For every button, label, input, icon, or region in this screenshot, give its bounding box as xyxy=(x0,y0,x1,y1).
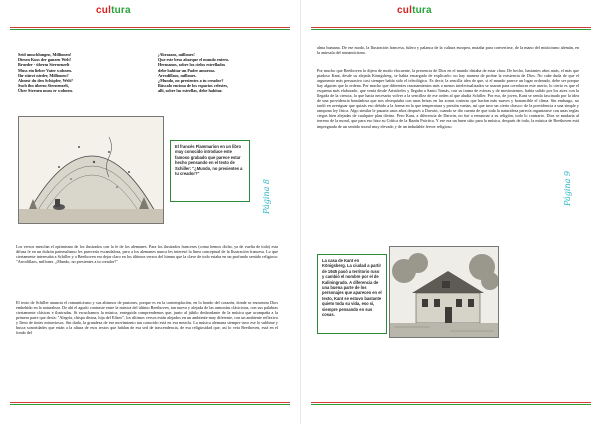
brand-part2: tura xyxy=(412,5,432,16)
poem-line: Que este beso abarque el mundo entero. xyxy=(158,57,230,63)
flammarion-engraving-image xyxy=(18,116,164,224)
poem-line: ¡Abrazaos, millones! xyxy=(158,52,195,57)
poem-line: ¿Mundo, no presientes a tu creador? xyxy=(158,78,224,84)
poem-line: debe habitar un Padre amoroso. xyxy=(158,67,216,73)
right-paragraph-2: Por mucho que Beethoven lo dijera de modo elocuente, la presencia de Dios en el mundo distaba de estar clara. De hecho, bastantes años atrás, el más que piadoso Kant, desde su alejada Königsberg, se había encargado de explicarlo: no hay manera de probar la existencia de Dios. No cabe duda de que el argumento más persuasivo casi siempre había sido el teleológico. Es decir, la sencilla idea de que, si el mundo parece un lugar ordenado, debe ser porque hay alguien que lo ordena. Por mucho que diferentes razonamientos más o menos intelectualizados se usaran para corroborar este aserto, lo cierto es que el esquema más elaborado, que venía desde Aristóteles y llegaba a Santo Tomás, con su trama de esferas y de movimientos, había salido por los aires con la llegada de la ciencia, lo que hacía necesario volver a la sencillez de ese orden al que aludía Schiller. Por eso, de joven, Kant se sentía fascinado por la idea de una providencia bondadosa que nos obsequiaba con unas brisas en las zonas costeras que hacían más suaves y bonancible el clima. Sin embargo, no tardó en averiguar que quizás eso debido a la forma en la que temperatura y presión varían, así que tuvo un cierto chasco: de la providencia a una simple y rampona ley física. Algo similar le pasaría unos años después a Darwin, cuando se dio cuenta de que toda la naturaleza parecía organizarse con unas reglas ciegas bien alejadas de cualquier plan divino. Pero Kant, a diferencia de Darwin, no fue a renunciar a su religión, todo lo contrario. Dios se mudaría al terreno de la moral, que para eso hizo su Crítica de la Razón Práctica. Y ese era un buen sitio para la música, después de todo, la música de Beethoven está impregnada de un sentido moral muy elevado y de un indudable fervor religioso. xyxy=(317,68,579,129)
footer-rule-green xyxy=(311,404,591,405)
poem-line: Búscalo encima de los espacios celestes, xyxy=(158,83,229,89)
brand-logo xyxy=(397,5,432,16)
poem-line: Über Sternen muss er wohnen. xyxy=(18,88,73,94)
right-paragraph-1: alma humana. De ese modo, la Ilustración francesa, fulero y palanca de la cultura europea, mutaba para convertirse, de la mano del misticismo alemán, en la antesala del romanticismo. xyxy=(317,45,579,56)
poem-line: Ahnest du den Schöpfer, Welt? xyxy=(18,78,74,84)
poem-line: Brueder - überm Sternenzelt xyxy=(18,62,70,68)
poem-line: Hermanos, sobre los cielos estrellados xyxy=(158,62,226,68)
kant-house-caption: La casa de Kant en Königsberg. La ciudad a partir de 1945 pasó a territorio ruso y cambió el nombre por el de Kaliningrado. A diferencia de una buena parte de los personajes que aparecen en el texto, Kant se estuvo bastante quieto toda su vida, eso sí, siempre pensando en sus cosas. xyxy=(317,254,387,334)
footer-rule-green xyxy=(10,404,290,405)
page-number-right: Página 9 xyxy=(563,170,572,206)
kant-house-image xyxy=(389,246,499,338)
header-rule-green xyxy=(10,29,290,30)
poem-line: Arrodillaos, millones. xyxy=(158,72,197,78)
poem-line: Such ihn überm Sternenzelt, xyxy=(18,83,69,89)
poem-line: allí, sobre las estrellas, debe habitar. xyxy=(158,88,223,94)
header-rule-green xyxy=(311,29,591,30)
left-paragraph-2: El texto de Schiller anuncia el romanticismo y sus abismos de pasiones, porque es en la contemplación, en lo hondo del corazón, donde se encuentra Dios embebido en la naturaleza. De ahí el agudo contraste entre la música del último Beethoven, tan nueva y alejada de las armonías clásicistas, con sus palabras ciertamente clásicas e ilustradas. Si escuchamos la música, enseguida comprendemos que, junto al júbilo desbordante de la música que acompaña a la primera parte que decía: "Alegría, chispa divina, hija del Elíseo", los últimos versos están alejados en un ambiente muy diferente, con un ambiente reflexivo y lleno de tintes misteriosos. Sin duda, la grandeza de ese movimiento tan conocido está en esa mezcla. La música alemana siempre tuvo ese lo sublime y busca sonoridades que están a la altura de esos textos que hablan de esa sed de trascendencia, de esa religiosidad que, así lo veía Beethoven, está en el fondo del xyxy=(16,300,278,336)
header-rule-red xyxy=(311,27,591,28)
footer-rule-red xyxy=(10,402,290,403)
poem-line: Muss ein lieber Vater wohnen. xyxy=(18,67,72,73)
poem-german xyxy=(18,52,73,94)
brand-part2: tura xyxy=(111,5,131,16)
house-illustration xyxy=(390,247,499,338)
brand-part1: cul xyxy=(96,5,112,16)
poem-line: Seid umschlungen, Millionen! xyxy=(18,52,72,57)
header-rule-red xyxy=(10,27,290,28)
page-number-left: Página 8 xyxy=(262,178,271,214)
poem-line: Ihr stürzt nieder, Millionen? xyxy=(18,72,69,78)
engraving-illustration xyxy=(19,117,164,224)
brand-part1: cul xyxy=(397,5,413,16)
right-page xyxy=(300,0,600,424)
engraving-caption: El francés Flammarion en un libro muy conocido introduce este famoso grabado que parece estar hecho pensando en el texto de Schiller: "¿Mundo, no presientes a tu creador?" xyxy=(170,140,250,202)
left-paragraph-1: Los versos mezclan el optimismo de los ilustrados con la fe de los alemanes. Para los ilustrados franceses (como hemos dicho, ya de vuelta de todo) esta difusa fe en un dulzón paternalismo les parecería escandalosa, pero a los alemanes nunca les interesó la línea conceptual de la Ilustración francesa. Lo que ciertamente interesaba a Schiller y a Beethoven era dejar claro en los últimos versos del himno que la clave de todo estaba en un profundo sentido religioso: "Arrodillaos, millones. ¿Mundo, no presientes a tu creador?" xyxy=(16,244,278,265)
brand-logo xyxy=(96,5,131,16)
poem-spanish xyxy=(158,52,229,94)
poem-line: Diesen Kuss der ganzen Welt! xyxy=(18,57,72,63)
footer-rule-red xyxy=(311,402,591,403)
